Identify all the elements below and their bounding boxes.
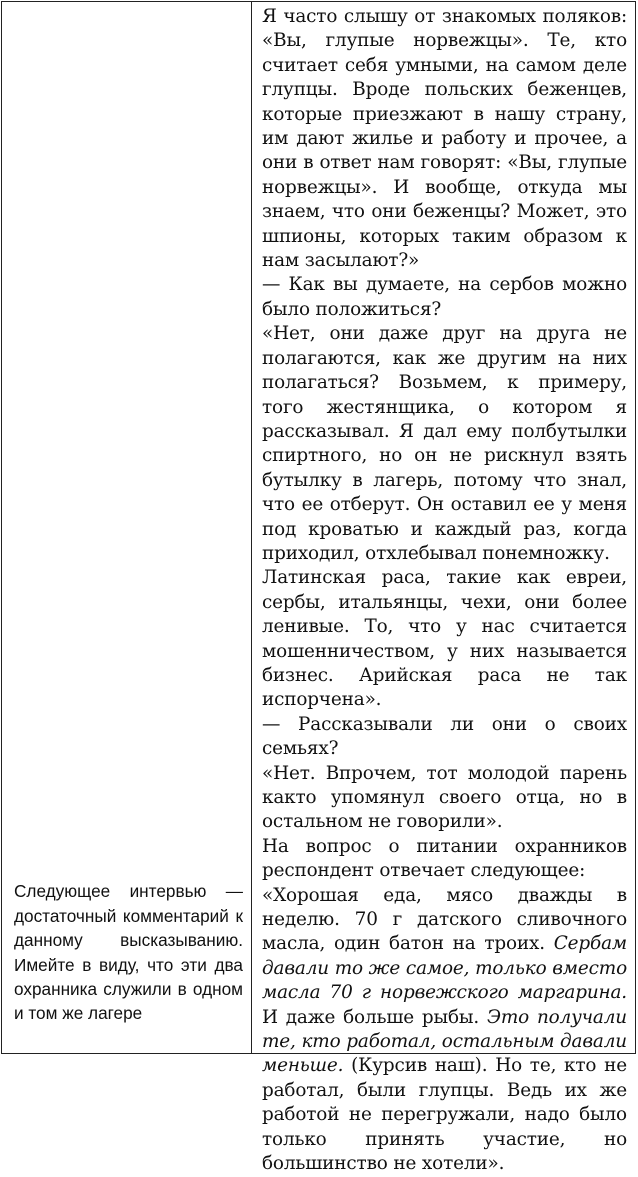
italic-text: Это получали те, кто работал, остальным давали меньше. — [262, 1006, 627, 1077]
text-segment: «Нет, они даже друг на друга не полагаются, как же другим на них полагаться? Возьмем, к примеру, того жестянщика, о котором я рассказывал. Я дал ему полбутылки спиртного, но он не рискнул взять бутылку в лагерь, потому что знал, что ее отберут. Он оставил ее у меня под кроватью и каждый раз, когда приходил, отхлебывал понемножку. — [262, 323, 627, 564]
text-paragraph — [262, 566, 627, 712]
text-paragraph — [262, 884, 627, 1177]
left-note: Следующее интервью — достаточный комментарий к данному высказыванию. Имейте в виду, что эти два охранника служили в одном и том же лагере — [14, 881, 243, 1024]
text-paragraph — [262, 713, 627, 762]
text-paragraph — [262, 835, 627, 884]
text-paragraph — [262, 273, 627, 322]
text-paragraph — [262, 322, 627, 566]
right-column — [252, 2, 635, 1175]
text-segment: Я часто слышу от знакомых поляков: «Вы, глупые норвежцы». Те, кто считает себя умными, на самом деле глупцы. Вроде польских беженцев, которые приезжают в нашу страну, им дают жилье и работу и прочее, а они в ответ нам говорят: «Вы, глупые норвежцы». И вообще, откуда мы знаем, что они беженцы? Может, это шпионы, которых таким образом к нам засылают?» — [262, 6, 627, 272]
text-segment: «Хорошая еда, мясо дважды в неделю. 70 г датского сливочного масла, один батон на троих. — [262, 884, 627, 955]
text-segment: «Нет. Впрочем, тот молодой парень както упомянул своего отца, но в остальном не говорили». — [262, 762, 627, 833]
italic-text: Сербам давали то же самое, только вместо масла 70 г норвежского маргарина. — [262, 933, 627, 1004]
text-segment: На вопрос о питании охранников респондент отвечает следующее: — [262, 835, 627, 882]
text-segment: Латинская раса, такие как евреи, сербы, итальянцы, чехи, они более ленивые. То, что у нас считается мошенничеством, у них называется бизнес. Арийская раса не так испорчена». — [262, 567, 627, 711]
text-segment: (Курсив наш). Но те, кто не работал, были глупцы. Ведь их же работой не перегружали, надо было только принять участие, но большинство не хотели». — [262, 1055, 627, 1175]
two-column-table — [1, 1, 636, 1175]
text-segment: И даже больше рыбы. — [262, 1006, 487, 1028]
left-column — [2, 2, 252, 1053]
text-segment: — Рассказывали ли они о своих семьях? — [262, 713, 627, 760]
text-paragraph — [262, 5, 627, 273]
text-segment: — Как вы думаете, на сербов можно было положиться? — [262, 274, 627, 320]
text-paragraph — [262, 762, 627, 835]
